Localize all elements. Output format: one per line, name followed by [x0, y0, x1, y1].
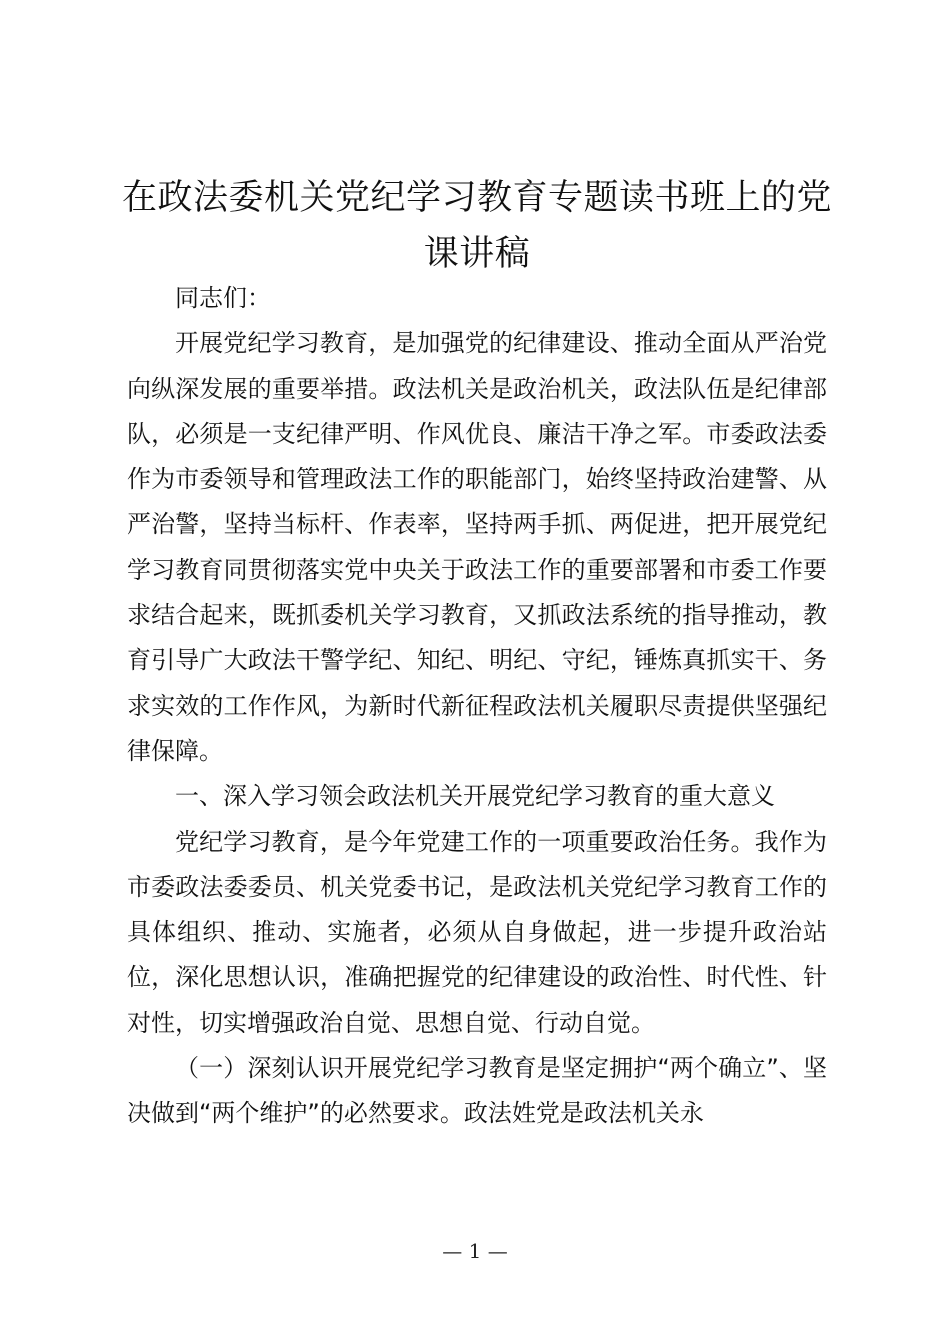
salutation: 同志们： [175, 284, 271, 312]
paragraph-intro: 开展党纪学习教育，是加强党的纪律建设、推动全面从严治党向纵深发展的重要举措。政法机关是政治机关，政法队伍是纪律部队，必须是一支纪律严明、作风优良、廉洁干净之军。市委政法委作为市委领导和管理政法工作的职能部门，始终坚持政治建警、从严治警，坚持当标杆、作表率，坚持两手抓、两促进，把开展党纪学习教育同贯彻落实党中央关于政法工作的重要部署和市委工作要求结合起来，既抓委机关学习教育，又抓政法系统的指导推动，教育引导广大政法干警学纪、知纪、明纪、守纪，锤炼真抓实干、务求实效的工作作风，为新时代新征程政法机关履职尽责提供坚强纪律保障。 [127, 329, 827, 765]
subsection-1-1: （一）深刻认识开展党纪学习教育是坚定拥护“两个确立”、坚决做到“两个维护”的必然要求。政法姓党是政法机关永 [127, 1054, 827, 1128]
section-heading-1: 一、深入学习领会政法机关开展党纪学习教育的重大意义 [175, 782, 775, 811]
paragraph-section-1: 党纪学习教育，是今年党建工作的一项重要政治任务。我作为市委政法委委员、机关党委书记，是政法机关党纪学习教育工作的具体组织、推动、实施者，必须从自身做起，进一步提升政治站位，深化思想认识，准确把握党的纪律建设的政治性、时代性、针对性，切实增强政治自觉、思想自觉、行动自觉。 [127, 827, 827, 1037]
document-body [127, 276, 827, 1137]
document-title: 在政法委机关党纪学习教育专题读书班上的党课讲稿 [121, 178, 832, 274]
page-number: — 1 — [442, 1239, 508, 1263]
